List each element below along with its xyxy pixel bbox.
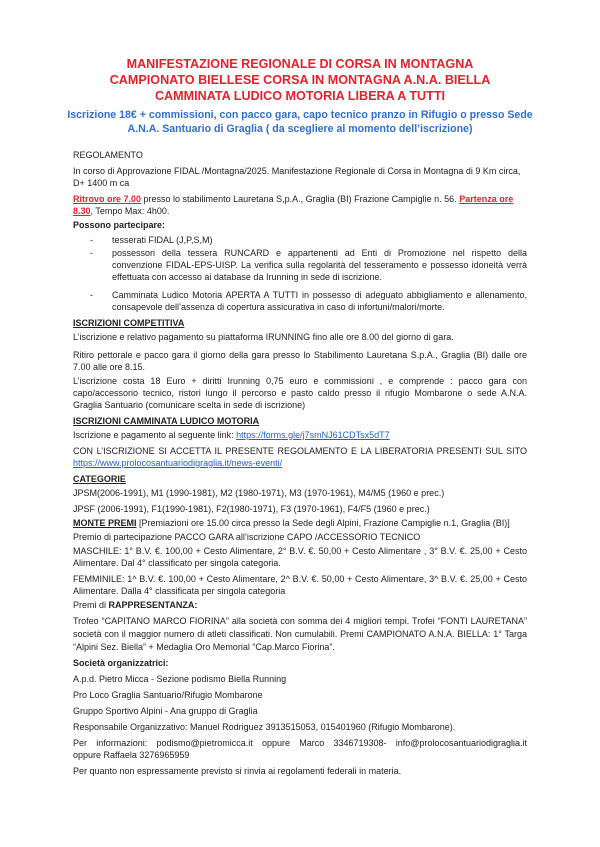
tempo-max: , Tempo Max: 4h00. <box>90 206 170 216</box>
ritrovo-text: presso lo stabilimento Lauretana S,p.A., Graglia (BI) Frazione Campiglie n. 56. <box>141 194 460 204</box>
monte-premi-label: MONTE PREMI <box>73 518 137 528</box>
monte-premi-line <box>73 517 510 529</box>
competitive-line-5: capo/accessorio tecnico, ristori lungo il percorso e pasto caldo presso il rifugio Mombarone o sede A.N.A. <box>73 388 527 398</box>
partecipanti-heading: Possono partecipare: <box>73 220 166 230</box>
bullet-dash-2: - <box>90 248 93 258</box>
premi-partecipazione: Premio di partecipazione PACCO GARA all’iscrizione CAPO /ACCESSORIO TECNICO <box>73 532 421 542</box>
camminata-line-1 <box>73 429 390 441</box>
rappresentanza-label: RAPPRESENTANZA: <box>108 600 198 610</box>
competitive-heading: ISCRIZIONI COMPETITIVA <box>73 318 185 328</box>
title-campionato: CAMPIONATO BIELLESE CORSA IN MONTAGNA A.N.A. BIELLA <box>109 73 491 87</box>
categorie-jpsm: JPSM(2006-1991), M1 (1990-1981), M2 (1980-1971), M3 (1970-1961), M4/M5 (1960 e prec.) <box>73 488 445 498</box>
competitive-line-3: 7.00 alle ore 8.15. <box>73 362 146 372</box>
premi-femminile-2: Alimentare. Dalla 4° classificata per singola categoria <box>73 586 286 596</box>
responsabile: Responsabile Organizzativo: Manuel Rodriguez 3913515053, 015401960 (Rifugio Mombarone). <box>73 722 456 732</box>
title-manifestazione: MANIFESTAZIONE REGIONALE DI CORSA IN MONTAGNA <box>126 57 474 71</box>
partecipanti-item-2-line-2: convenzione FIDAL-EPS-UISP. La verifica sulla regolarità del tesseramento e possesso idoneità verrà <box>112 260 527 270</box>
trofei-line-3: “Alpini Sez. Biella” + Medaglia Oro Memorial “Cap.Marco Fiorina”. <box>73 642 335 652</box>
partenza-time: 8.30 <box>73 206 91 216</box>
forms-link[interactable]: https://forms.gle/j7smNJ61CDTsx5dT7 <box>236 430 390 440</box>
categorie-jpsf: JPSF (2006-1991), F1(1990-1981), F2(1980-1971), F3 (1970-1961), F4/F5 (1960 e prec.) <box>73 504 430 514</box>
competitive-line-1: L’iscrizione e relativo pagamento su piattaforma IRUNNING fino alle ore 8.00 del giorno di gara. <box>73 332 454 342</box>
camminata-text: Iscrizione e pagamento al seguente link: <box>73 430 237 440</box>
rappresentanza-pre: Premi di <box>73 600 109 610</box>
informazioni-2: oppure Raffaela 3276965959 <box>73 750 190 760</box>
trofei-line-1: Trofeo “CAPITANO MARCO FIORINA” alla società con somma dei 4 migliori tempi. Trofei “FONTI LAURETANA” <box>73 616 527 626</box>
partecipanti-item-3-line-2: consapevole dell’assenza di copertura assicurativa in caso di infortuni/malori/morte. <box>112 302 445 312</box>
regolamento-heading: REGOLAMENTO <box>73 150 143 160</box>
title-camminata: CAMMINATA LUDICO MOTORIA LIBERA A TUTTI <box>154 89 446 103</box>
partecipanti-item-2-line-3: effettuata con accesso ai database da Irunning in sede di iscrizione. <box>112 272 383 282</box>
organizzatore-3: Gruppo Sportivo Alpini - Ana gruppo di Graglia <box>73 706 258 716</box>
regolamento-intro-2: D+ 1400 m ca <box>73 178 130 188</box>
subtitle-iscrizione-2: A.N.A. Santuario di Graglia ( da scegliere al momento dell’iscrizione) <box>127 123 473 135</box>
partecipanti-item-1: tesserati FIDAL (J,P,S,M) <box>112 235 213 245</box>
competitive-line-2: Ritiro pettorale e pacco gara il giorno della gara presso lo Stabilimento Lauretana S.p.A., Graglia (BI) dalle ore <box>73 350 527 360</box>
partecipanti-item-2-line-1: possessori della tessera RUNCARD e appartenenti ad Enti di Promozione nel rispetto della <box>112 248 527 258</box>
competitive-line-4: L’iscrizione costa 18 Euro + diritti Irunning 0,75 euro e commissioni , e comprende : pacco gara con <box>73 376 527 386</box>
premi-rappresentanza <box>73 599 197 611</box>
proloco-link[interactable]: https://www.prolocosantuariodigraglia.it/news-eventi/ <box>73 458 283 468</box>
partenza-label: Partenza ore <box>459 194 514 204</box>
ritrovo-label: Ritrovo ore 7.00 <box>73 194 142 204</box>
camminata-line-2: CON L’ISCRIZIONE SI ACCETTA IL PRESENTE REGOLAMENTO E LA LIBERATORIA PRESENTI SUL SITO <box>73 446 527 456</box>
informazioni-1: Per informazioni: podismo@pietromicca.it oppure Marco 3346719308- info@prolocosantuariodigraglia.it <box>73 738 527 748</box>
organizzatore-1: A.p.d. Pietro Micca - Sezione podismo Biella Running <box>73 674 287 684</box>
partenza-line <box>73 205 169 217</box>
premi-femminile-1: FEMMINILE: 1^ B.V. €. 100,00 + Cesto Alimentare, 2^ B.V. €. 50,00 + Cesto Alimentare, 3^ B.V. €. 25,00 + Cesto <box>73 574 527 584</box>
trofei-line-2: società con il maggior numero di atleti classificati. Non cumulabili. Premi CAMPIONATO A.N.A. BIELLA: 1° Targa <box>73 629 527 639</box>
subtitle-iscrizione-1: Iscrizione 18€ + commissioni, con pacco gara, capo tecnico pranzo in Rifugio o presso Sede <box>67 109 533 121</box>
ritrovo-line <box>73 193 513 205</box>
bullet-dash-3: - <box>90 290 93 300</box>
organizzatore-2: Pro Loco Graglia Santuario/Rifugio Mombarone <box>73 690 263 700</box>
partecipanti-item-3-line-1: Camminata Ludico Motoria APERTA A TUTTI in possesso di adeguato abbigliamento e allenamento, <box>112 290 527 300</box>
bullet-dash-1: - <box>90 235 93 245</box>
premi-maschile-2: Alimentare. Dal 4° classificato per singola categoria. <box>73 558 281 568</box>
camminata-heading: ISCRIZIONI CAMMINATA LUDICO MOTORIA <box>73 416 260 426</box>
competitive-line-6: Graglia Santuario (comunicare scelta in sede di iscrizione) <box>73 400 306 410</box>
categorie-heading: CATEGORIE <box>73 474 126 484</box>
nota-finale: Per quanto non espressamente previsto si rinvia ai regolamenti federali in materia. <box>73 766 402 776</box>
monte-premi-text: [Premiazioni ore 15.00 circa presso la Sede degli Alpini, Frazione Campiglie n.1, Graglia (BI)] <box>136 518 510 528</box>
organizzatori-heading: Società organizzatrici: <box>73 658 169 668</box>
regolamento-intro-1: In corso di Approvazione FIDAL /Montagna/2025. Manifestazione Regionale di Corsa in Montagna di 9 Km circa, <box>73 166 521 176</box>
premi-maschile-1: MASCHILE: 1° B.V. €. 100,00 + Cesto Alimentare, 2° B.V. €. 50,00 + Cesto Alimentare , 3° B.V. €. 25,00 + Cesto <box>73 546 527 556</box>
